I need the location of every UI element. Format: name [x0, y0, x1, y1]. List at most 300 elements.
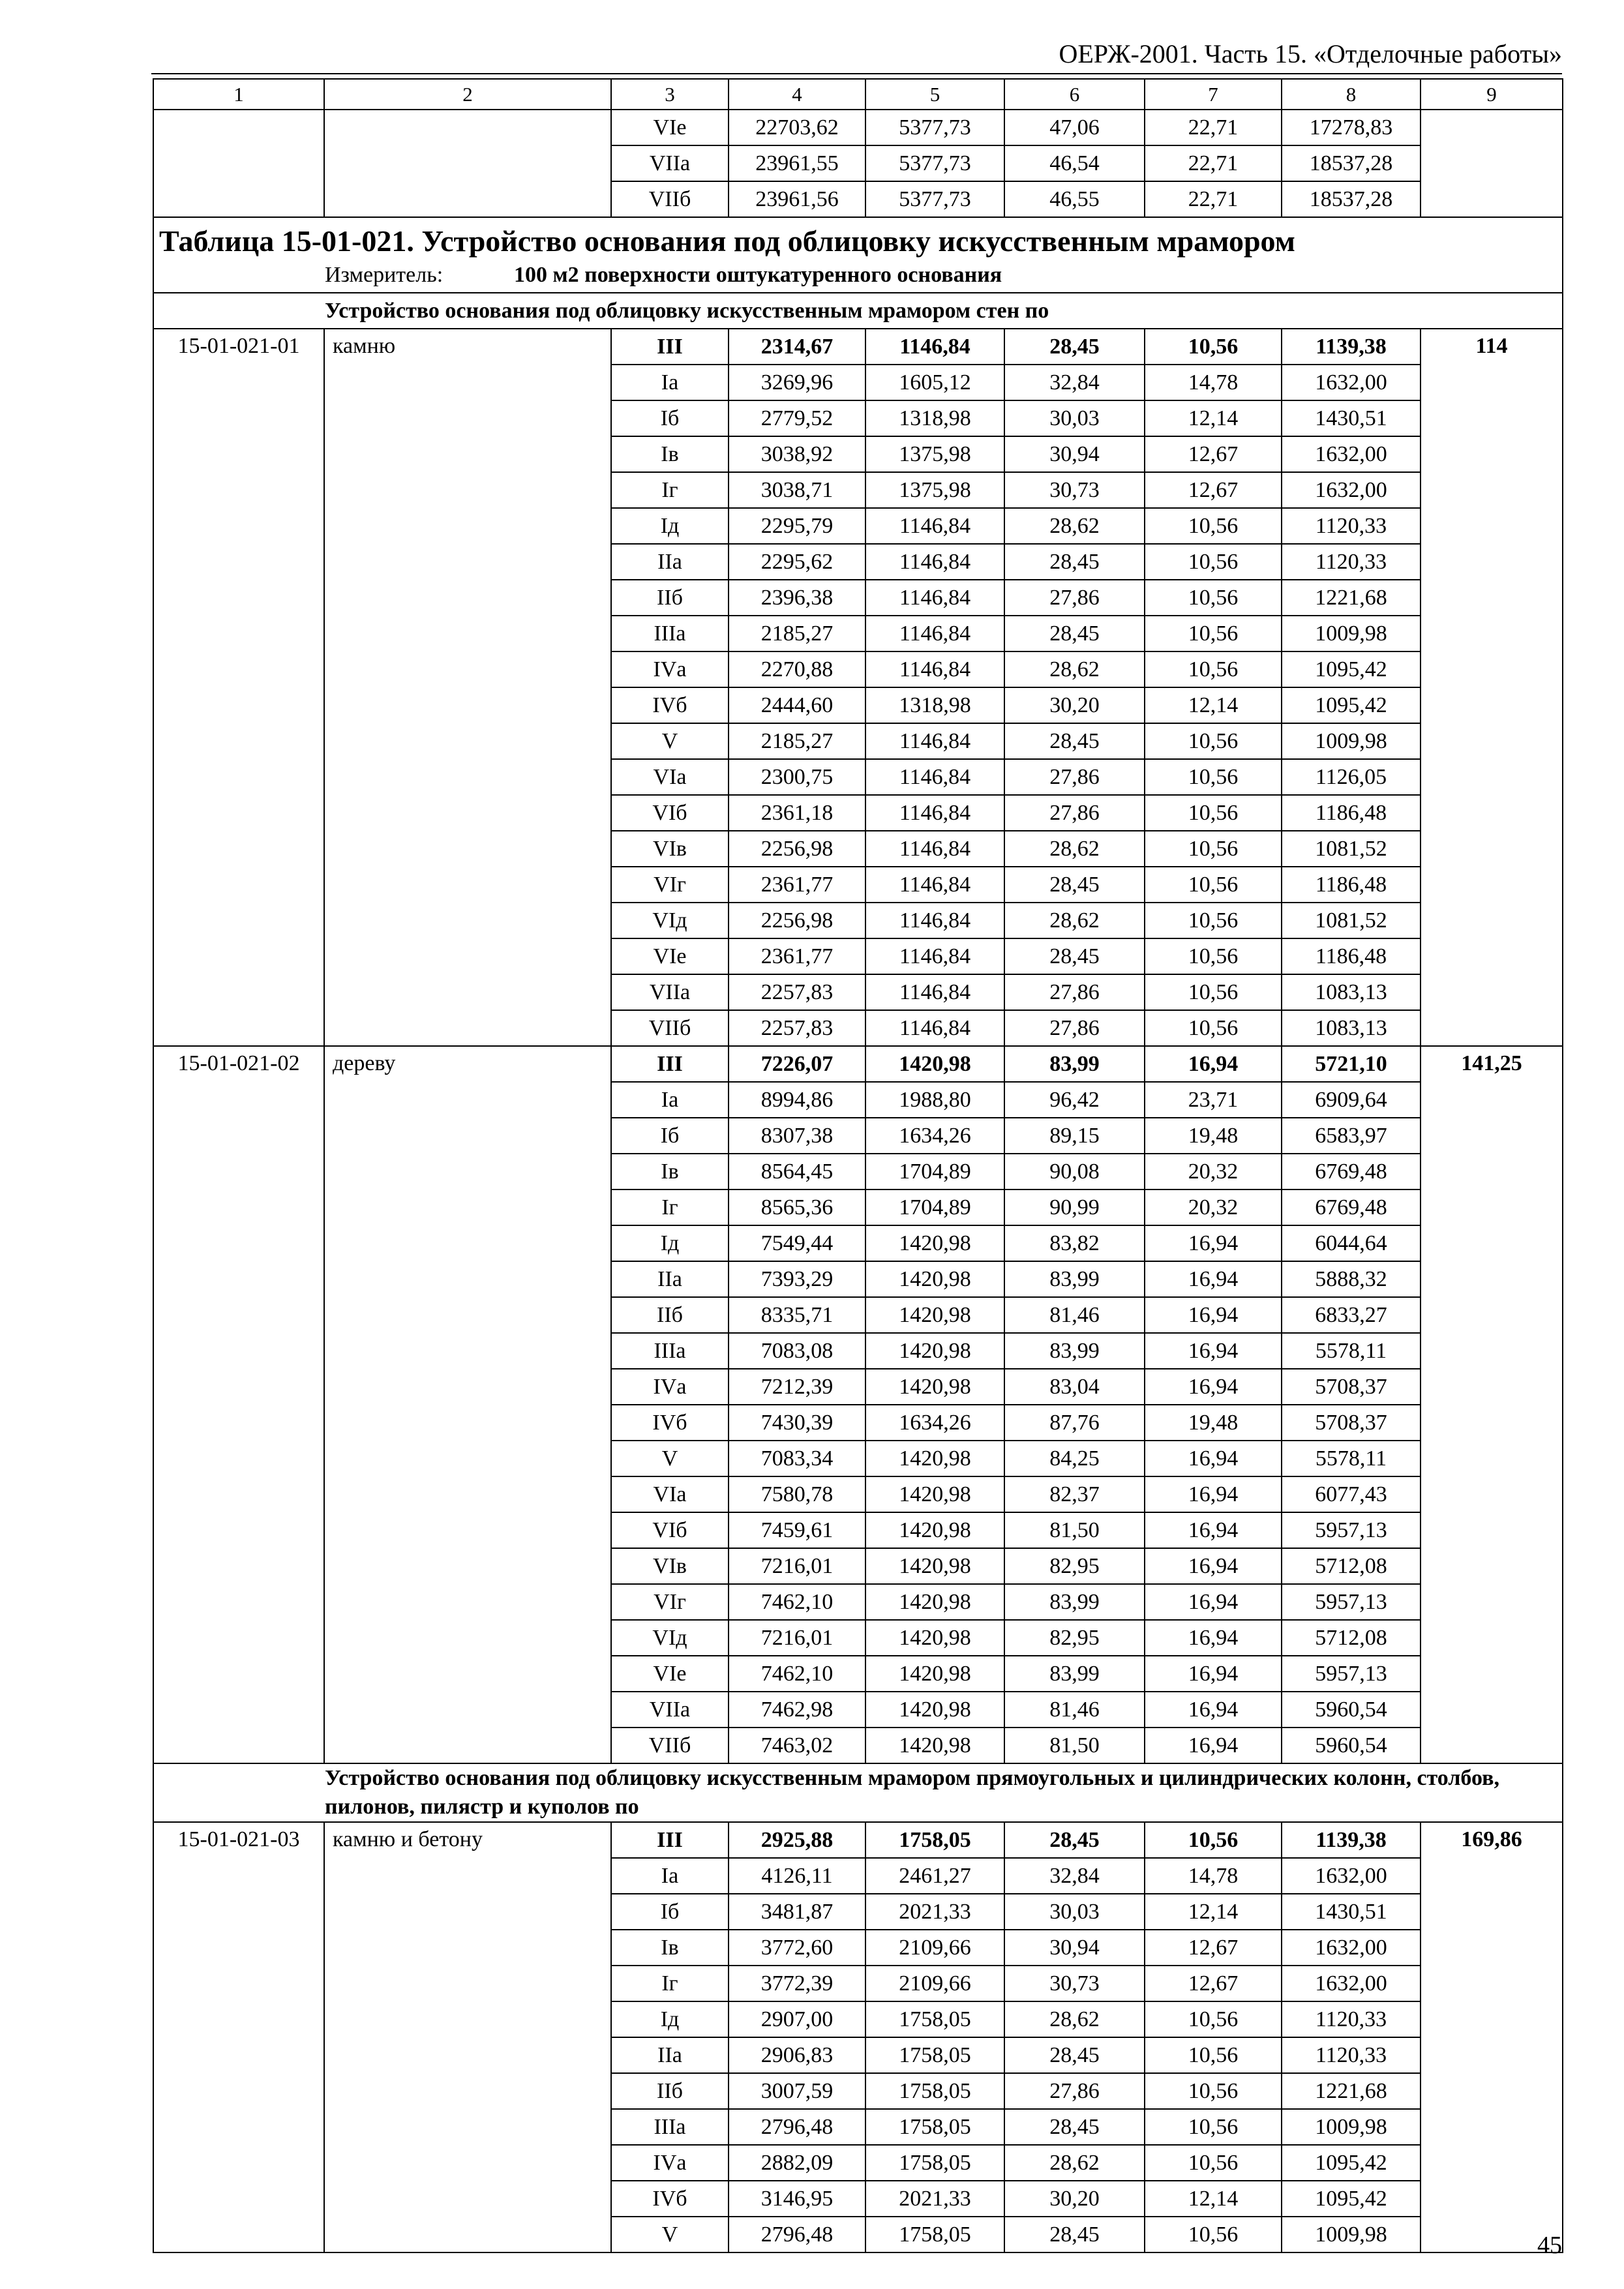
- value-cell: 3481,87: [729, 1894, 865, 1930]
- item-name: дереву: [324, 1046, 611, 1763]
- value-cell: 7216,01: [729, 1620, 865, 1656]
- value-cell: 1420,98: [865, 1584, 1004, 1620]
- value-cell: 83,99: [1004, 1046, 1145, 1082]
- page-number: 45: [1537, 2232, 1562, 2259]
- section-heading-row: [153, 293, 1563, 329]
- column-number: 4: [729, 79, 865, 110]
- value-cell: 1605,12: [865, 365, 1004, 400]
- value-cell: 30,20: [1004, 2181, 1145, 2217]
- section-heading: Устройство основания под облицовку искусственным мрамором стен по: [153, 293, 1563, 329]
- column-number: 5: [865, 79, 1004, 110]
- value-cell: 90,99: [1004, 1189, 1145, 1225]
- value-cell: 30,73: [1004, 472, 1145, 508]
- measure-label: Измеритель:: [325, 263, 444, 287]
- value-cell: 28,62: [1004, 2001, 1145, 2037]
- value-cell: 7083,08: [729, 1333, 865, 1369]
- value-cell: 16,94: [1145, 1369, 1282, 1405]
- value-cell: 10,56: [1145, 2145, 1282, 2181]
- value-cell: 12,14: [1145, 400, 1282, 436]
- item-code: 15-01-021-03: [153, 1822, 324, 2252]
- value-cell: 7459,61: [729, 1512, 865, 1548]
- section-heading: Устройство основания под облицовку искусственным мрамором прямоугольных и цилиндрических колонн, столбов, пилонов, пилястр и куполов по: [153, 1763, 1563, 1822]
- value-cell: 1420,98: [865, 1297, 1004, 1333]
- table-row: [153, 1046, 1563, 1082]
- value-cell: 1146,84: [865, 651, 1004, 687]
- value-cell: 10,56: [1145, 903, 1282, 938]
- value-cell: 4126,11: [729, 1858, 865, 1894]
- value-cell: 10,56: [1145, 938, 1282, 974]
- value-cell: 1632,00: [1282, 1858, 1421, 1894]
- zone-cell: III: [611, 1822, 729, 1858]
- value-cell: 81,46: [1004, 1692, 1145, 1728]
- table-row: [153, 110, 1563, 145]
- value-cell: 23961,55: [729, 145, 865, 181]
- zone-cell: VIд: [611, 1620, 729, 1656]
- value-cell: 5957,13: [1282, 1656, 1421, 1692]
- value-cell: 30,20: [1004, 687, 1145, 723]
- value-cell: 16,94: [1145, 1584, 1282, 1620]
- value-cell: 1120,33: [1282, 2037, 1421, 2073]
- zone-cell: III: [611, 329, 729, 365]
- value-cell: 16,94: [1145, 1441, 1282, 1476]
- value-cell: 7393,29: [729, 1261, 865, 1297]
- value-cell: 87,76: [1004, 1405, 1145, 1441]
- value-cell: 1420,98: [865, 1620, 1004, 1656]
- value-cell: 1186,48: [1282, 867, 1421, 903]
- value-cell: 16,94: [1145, 1476, 1282, 1512]
- value-cell: 1221,68: [1282, 2073, 1421, 2109]
- value-cell: 1081,52: [1282, 903, 1421, 938]
- value-cell: 1095,42: [1282, 2181, 1421, 2217]
- value-cell: 1420,98: [865, 1261, 1004, 1297]
- value-cell: 18537,28: [1282, 181, 1421, 217]
- value-cell: 1186,48: [1282, 795, 1421, 831]
- value-cell: 5377,73: [865, 110, 1004, 145]
- value-cell: 27,86: [1004, 759, 1145, 795]
- value-cell: 20,32: [1145, 1189, 1282, 1225]
- value-cell: 1758,05: [865, 2217, 1004, 2252]
- value-cell: 10,56: [1145, 831, 1282, 867]
- value-cell: 1009,98: [1282, 723, 1421, 759]
- value-cell: 10,56: [1145, 723, 1282, 759]
- value-cell: 2779,52: [729, 400, 865, 436]
- value-cell: 10,56: [1145, 2217, 1282, 2252]
- value-cell: 28,62: [1004, 651, 1145, 687]
- value-cell: 3038,92: [729, 436, 865, 472]
- value-cell: 28,45: [1004, 329, 1145, 365]
- value-cell: 3038,71: [729, 472, 865, 508]
- value-cell: 2314,67: [729, 329, 865, 365]
- value-cell: 1146,84: [865, 974, 1004, 1010]
- zone-cell: Iа: [611, 1082, 729, 1118]
- value-cell: 1420,98: [865, 1046, 1004, 1082]
- value-cell: 82,95: [1004, 1620, 1145, 1656]
- value-cell: 83,99: [1004, 1261, 1145, 1297]
- value-cell: 81,50: [1004, 1512, 1145, 1548]
- column-number: 6: [1004, 79, 1145, 110]
- value-cell: 22703,62: [729, 110, 865, 145]
- value-cell: 7462,10: [729, 1584, 865, 1620]
- value-cell: 7430,39: [729, 1405, 865, 1441]
- value-cell: 46,54: [1004, 145, 1145, 181]
- value-cell: 16,94: [1145, 1548, 1282, 1584]
- zone-cell: Iг: [611, 1189, 729, 1225]
- value-cell: 1146,84: [865, 329, 1004, 365]
- value-cell: 82,95: [1004, 1548, 1145, 1584]
- value-cell: 23961,56: [729, 181, 865, 217]
- name-cell-empty: [324, 110, 611, 217]
- zone-cell: Iг: [611, 1966, 729, 2001]
- value-cell: 10,56: [1145, 2001, 1282, 2037]
- value-cell: 1632,00: [1282, 1966, 1421, 2001]
- value-cell: 46,55: [1004, 181, 1145, 217]
- value-cell: 22,71: [1145, 145, 1282, 181]
- value-cell: 1139,38: [1282, 329, 1421, 365]
- value-cell: 2021,33: [865, 2181, 1004, 2217]
- zone-cell: IVа: [611, 1369, 729, 1405]
- zone-cell: V: [611, 2217, 729, 2252]
- value-cell: 1420,98: [865, 1548, 1004, 1584]
- value-cell: 3772,60: [729, 1930, 865, 1966]
- value-cell: 10,56: [1145, 2073, 1282, 2109]
- zone-cell: IVб: [611, 2181, 729, 2217]
- value-cell: 20,32: [1145, 1154, 1282, 1189]
- zone-cell: VIа: [611, 1476, 729, 1512]
- value-cell: 3269,96: [729, 365, 865, 400]
- zone-cell: VIб: [611, 1512, 729, 1548]
- value-cell: 1095,42: [1282, 2145, 1421, 2181]
- value-cell: 1009,98: [1282, 616, 1421, 651]
- item-name: камню: [324, 329, 611, 1046]
- value-cell: 22,71: [1145, 110, 1282, 145]
- value-cell: 6044,64: [1282, 1225, 1421, 1261]
- zone-cell: VIIа: [611, 1692, 729, 1728]
- value-cell: 2925,88: [729, 1822, 865, 1858]
- zone-cell: VIг: [611, 867, 729, 903]
- value-cell: 2906,83: [729, 2037, 865, 2073]
- table-row: [153, 1822, 1563, 1858]
- value-cell: 5888,32: [1282, 1261, 1421, 1297]
- value-cell: 1420,98: [865, 1512, 1004, 1548]
- value-cell: 7216,01: [729, 1548, 865, 1584]
- value-cell: 2185,27: [729, 616, 865, 651]
- zone-cell: VIIа: [611, 145, 729, 181]
- value-cell: 7212,39: [729, 1369, 865, 1405]
- value-cell: 22,71: [1145, 181, 1282, 217]
- value-cell: 1146,84: [865, 903, 1004, 938]
- value-cell: 16,94: [1145, 1046, 1282, 1082]
- value-cell: 1146,84: [865, 867, 1004, 903]
- value-cell: 1146,84: [865, 508, 1004, 544]
- value-cell: 10,56: [1145, 508, 1282, 544]
- zone-cell: Iб: [611, 400, 729, 436]
- zone-cell: VIг: [611, 1584, 729, 1620]
- value-cell: 16,94: [1145, 1512, 1282, 1548]
- zone-cell: Iд: [611, 2001, 729, 2037]
- table-body: [153, 79, 1563, 2252]
- zone-cell: Iа: [611, 365, 729, 400]
- value-cell: 27,86: [1004, 1010, 1145, 1046]
- zone-cell: VIIб: [611, 181, 729, 217]
- value-cell: 30,03: [1004, 1894, 1145, 1930]
- value-cell: 2295,79: [729, 508, 865, 544]
- zone-cell: Iв: [611, 436, 729, 472]
- value-cell: 3772,39: [729, 1966, 865, 2001]
- value-cell: 10,56: [1145, 2109, 1282, 2145]
- value-cell: 1758,05: [865, 2109, 1004, 2145]
- zone-cell: IIа: [611, 1261, 729, 1297]
- value-cell: 5960,54: [1282, 1692, 1421, 1728]
- value-cell: 32,84: [1004, 365, 1145, 400]
- value-cell: 1120,33: [1282, 508, 1421, 544]
- value-cell: 10,56: [1145, 651, 1282, 687]
- value-cell: 27,86: [1004, 580, 1145, 616]
- value-cell: 16,94: [1145, 1692, 1282, 1728]
- value-cell: 14,78: [1145, 1858, 1282, 1894]
- value-cell: 5708,37: [1282, 1405, 1421, 1441]
- value-cell: 2796,48: [729, 2109, 865, 2145]
- value-cell: 6769,48: [1282, 1189, 1421, 1225]
- zone-cell: VIа: [611, 759, 729, 795]
- zone-cell: IVб: [611, 687, 729, 723]
- zone-cell: IIб: [611, 1297, 729, 1333]
- value-cell: 5377,73: [865, 145, 1004, 181]
- zone-cell: III: [611, 1046, 729, 1082]
- value-cell: 7462,10: [729, 1656, 865, 1692]
- value-cell: 1758,05: [865, 2145, 1004, 2181]
- value-cell: 10,56: [1145, 2037, 1282, 2073]
- zone-cell: VIIа: [611, 974, 729, 1010]
- value-cell: 16,94: [1145, 1728, 1282, 1763]
- value-cell: 16,94: [1145, 1333, 1282, 1369]
- value-cell: 1146,84: [865, 1010, 1004, 1046]
- zone-cell: VIIб: [611, 1010, 729, 1046]
- value-cell: 6833,27: [1282, 1297, 1421, 1333]
- value-cell: 83,82: [1004, 1225, 1145, 1261]
- table-title: Таблица 15-01-021. Устройство основания под облицовку искусственным мрамором: [159, 224, 1296, 258]
- value-cell: 5960,54: [1282, 1728, 1421, 1763]
- value-cell: 1375,98: [865, 472, 1004, 508]
- value-cell: 3146,95: [729, 2181, 865, 2217]
- zone-cell: VIIб: [611, 1728, 729, 1763]
- value-cell: 2796,48: [729, 2217, 865, 2252]
- zone-cell: VIб: [611, 795, 729, 831]
- zone-cell: IIIа: [611, 616, 729, 651]
- value-cell: 10,56: [1145, 795, 1282, 831]
- value-cell: 12,67: [1145, 472, 1282, 508]
- value-cell: 83,99: [1004, 1656, 1145, 1692]
- value-cell: 1420,98: [865, 1692, 1004, 1728]
- column-number: 8: [1282, 79, 1421, 110]
- value-cell: 12,67: [1145, 436, 1282, 472]
- column-number: 9: [1421, 79, 1563, 110]
- value-cell: 12,14: [1145, 687, 1282, 723]
- value-cell: 16,94: [1145, 1656, 1282, 1692]
- item-code: 15-01-021-01: [153, 329, 324, 1046]
- value-cell: 28,45: [1004, 938, 1145, 974]
- value-cell: 1704,89: [865, 1154, 1004, 1189]
- value-cell: 5712,08: [1282, 1620, 1421, 1656]
- value-cell: 16,94: [1145, 1261, 1282, 1297]
- measure-line: [154, 261, 1562, 292]
- value-cell: 10,56: [1145, 329, 1282, 365]
- value-cell: 1420,98: [865, 1728, 1004, 1763]
- value-cell: 18537,28: [1282, 145, 1421, 181]
- value-cell: 28,62: [1004, 2145, 1145, 2181]
- value-cell: 28,45: [1004, 723, 1145, 759]
- value-cell: 5578,11: [1282, 1333, 1421, 1369]
- column-number-row: [153, 79, 1563, 110]
- value-cell: 1704,89: [865, 1189, 1004, 1225]
- value-cell: 5721,10: [1282, 1046, 1421, 1082]
- value-cell: 6077,43: [1282, 1476, 1421, 1512]
- value-cell: 12,14: [1145, 1894, 1282, 1930]
- value-cell: 5957,13: [1282, 1584, 1421, 1620]
- value-cell: 30,94: [1004, 1930, 1145, 1966]
- item-rate: 169,86: [1421, 1822, 1563, 2252]
- value-cell: 1083,13: [1282, 1010, 1421, 1046]
- code-cell-empty: [153, 110, 324, 217]
- value-cell: 1126,05: [1282, 759, 1421, 795]
- value-cell: 8565,36: [729, 1189, 865, 1225]
- value-cell: 12,67: [1145, 1966, 1282, 2001]
- column-number: 7: [1145, 79, 1282, 110]
- value-cell: 7226,07: [729, 1046, 865, 1082]
- value-cell: 30,73: [1004, 1966, 1145, 2001]
- column-number: 2: [324, 79, 611, 110]
- value-cell: 7083,34: [729, 1441, 865, 1476]
- zone-cell: Iд: [611, 508, 729, 544]
- zone-cell: IVа: [611, 2145, 729, 2181]
- value-cell: 32,84: [1004, 1858, 1145, 1894]
- value-cell: 27,86: [1004, 2073, 1145, 2109]
- value-cell: 12,67: [1145, 1930, 1282, 1966]
- value-cell: 1146,84: [865, 544, 1004, 580]
- value-cell: 1375,98: [865, 436, 1004, 472]
- zone-cell: V: [611, 723, 729, 759]
- value-cell: 28,45: [1004, 544, 1145, 580]
- value-cell: 5712,08: [1282, 1548, 1421, 1584]
- value-cell: 1634,26: [865, 1405, 1004, 1441]
- value-cell: 28,45: [1004, 2037, 1145, 2073]
- table-title-cell: [153, 217, 1563, 293]
- header-rule: [151, 73, 1562, 74]
- value-cell: 19,48: [1145, 1118, 1282, 1154]
- zone-cell: IIIа: [611, 1333, 729, 1369]
- value-cell: 8307,38: [729, 1118, 865, 1154]
- value-cell: 19,48: [1145, 1405, 1282, 1441]
- value-cell: 2257,83: [729, 1010, 865, 1046]
- zone-cell: Iб: [611, 1894, 729, 1930]
- zone-cell: Iг: [611, 472, 729, 508]
- value-cell: 8564,45: [729, 1154, 865, 1189]
- value-cell: 81,46: [1004, 1297, 1145, 1333]
- value-cell: 2109,66: [865, 1930, 1004, 1966]
- zone-cell: IIIа: [611, 2109, 729, 2145]
- value-cell: 3007,59: [729, 2073, 865, 2109]
- value-cell: 1146,84: [865, 580, 1004, 616]
- value-cell: 1420,98: [865, 1369, 1004, 1405]
- value-cell: 81,50: [1004, 1728, 1145, 1763]
- zone-cell: VIв: [611, 831, 729, 867]
- item-rate: 141,25: [1421, 1046, 1563, 1763]
- zone-cell: IIа: [611, 2037, 729, 2073]
- item-code: 15-01-021-02: [153, 1046, 324, 1763]
- value-cell: 1758,05: [865, 1822, 1004, 1858]
- value-cell: 1420,98: [865, 1333, 1004, 1369]
- value-cell: 2361,77: [729, 938, 865, 974]
- zone-cell: Iд: [611, 1225, 729, 1261]
- value-cell: 5708,37: [1282, 1369, 1421, 1405]
- value-cell: 1758,05: [865, 2001, 1004, 2037]
- value-cell: 2256,98: [729, 903, 865, 938]
- value-cell: 1146,84: [865, 759, 1004, 795]
- value-cell: 1420,98: [865, 1225, 1004, 1261]
- value-cell: 28,45: [1004, 616, 1145, 651]
- value-cell: 28,62: [1004, 903, 1145, 938]
- zone-cell: Iв: [611, 1154, 729, 1189]
- value-cell: 10,56: [1145, 1822, 1282, 1858]
- value-cell: 2396,38: [729, 580, 865, 616]
- value-cell: 30,03: [1004, 400, 1145, 436]
- value-cell: 14,78: [1145, 365, 1282, 400]
- value-cell: 2185,27: [729, 723, 865, 759]
- value-cell: 28,45: [1004, 2109, 1145, 2145]
- value-cell: 2295,62: [729, 544, 865, 580]
- value-cell: 5578,11: [1282, 1441, 1421, 1476]
- value-cell: 2300,75: [729, 759, 865, 795]
- zone-cell: VIд: [611, 903, 729, 938]
- value-cell: 82,37: [1004, 1476, 1145, 1512]
- value-cell: 83,99: [1004, 1584, 1145, 1620]
- value-cell: 7462,98: [729, 1692, 865, 1728]
- value-cell: 1009,98: [1282, 2217, 1421, 2252]
- value-cell: 1758,05: [865, 2037, 1004, 2073]
- value-cell: 27,86: [1004, 974, 1145, 1010]
- measure-value: 100 м2 поверхности оштукатуренного основания: [514, 263, 1002, 287]
- value-cell: 1139,38: [1282, 1822, 1421, 1858]
- value-cell: 2461,27: [865, 1858, 1004, 1894]
- value-cell: 96,42: [1004, 1082, 1145, 1118]
- value-cell: 89,15: [1004, 1118, 1145, 1154]
- value-cell: 2882,09: [729, 2145, 865, 2181]
- value-cell: 10,56: [1145, 759, 1282, 795]
- value-cell: 1430,51: [1282, 1894, 1421, 1930]
- value-cell: 10,56: [1145, 580, 1282, 616]
- value-cell: 8994,86: [729, 1082, 865, 1118]
- value-cell: 2361,18: [729, 795, 865, 831]
- value-cell: 1120,33: [1282, 544, 1421, 580]
- value-cell: 12,14: [1145, 2181, 1282, 2217]
- item-name: камню и бетону: [324, 1822, 611, 2252]
- value-cell: 1318,98: [865, 687, 1004, 723]
- zone-cell: IIа: [611, 544, 729, 580]
- column-number: 1: [153, 79, 324, 110]
- value-cell: 6583,97: [1282, 1118, 1421, 1154]
- value-cell: 84,25: [1004, 1441, 1145, 1476]
- table-title-row: [153, 217, 1563, 293]
- column-number: 3: [611, 79, 729, 110]
- value-cell: 7549,44: [729, 1225, 865, 1261]
- value-cell: 2270,88: [729, 651, 865, 687]
- value-cell: 28,45: [1004, 1822, 1145, 1858]
- value-cell: 1634,26: [865, 1118, 1004, 1154]
- value-cell: 8335,71: [729, 1297, 865, 1333]
- value-cell: 1430,51: [1282, 400, 1421, 436]
- value-cell: 28,62: [1004, 831, 1145, 867]
- value-cell: 1009,98: [1282, 2109, 1421, 2145]
- value-cell: 10,56: [1145, 544, 1282, 580]
